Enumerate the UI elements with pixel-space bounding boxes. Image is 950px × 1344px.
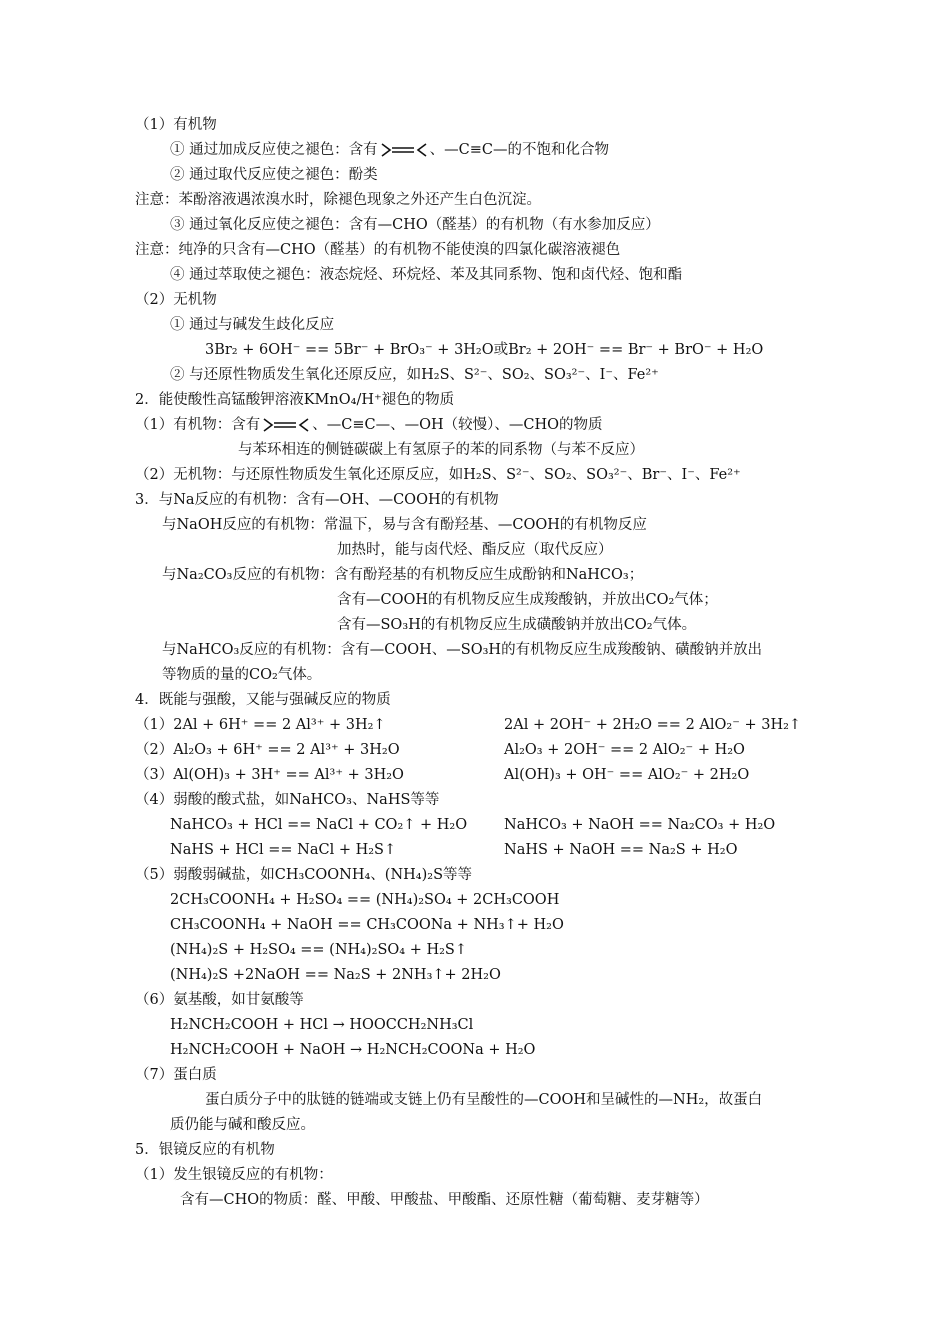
line-text: （3）Al(OH)₃ + 3H⁺ == Al³⁺ + 3H₂O bbox=[135, 767, 404, 783]
line-text: 与Na₂CO₃反应的有机物：含有酚羟基的有机物反应生成酚钠和NaHCO₃； bbox=[162, 567, 644, 583]
line-text: NaHCO₃ + HCl == NaCl + CO₂↑ + H₂O bbox=[170, 817, 468, 833]
text-line bbox=[135, 288, 217, 313]
line-text: H₂NCH₂COOH + NaOH → H₂NCH₂COONa + H₂O bbox=[170, 1042, 536, 1058]
line-text: NaHCO₃ + NaOH == Na₂CO₃ + H₂O bbox=[504, 817, 776, 833]
line-text: 等物质的量的CO₂气体。 bbox=[162, 667, 322, 683]
text-line bbox=[170, 163, 378, 188]
text-line bbox=[135, 388, 454, 413]
line-text: 2．能使酸性高锰酸钾溶液KMnO₄/H⁺褪色的物质 bbox=[135, 392, 455, 408]
line-text: 与苯环相连的侧链碳碳上有氢原子的苯的同系物（与苯不反应） bbox=[238, 442, 644, 458]
line-text: H₂NCH₂COOH + HCl → HOOCCH₂NH₃Cl bbox=[170, 1017, 474, 1033]
line-text: （1）有机物：含有 bbox=[135, 417, 261, 433]
text-line bbox=[135, 713, 386, 738]
line-text-continued: 、—C≡C—的不饱和化合物 bbox=[429, 142, 609, 158]
line-text: 加热时，能与卤代烃、酯反应（取代反应） bbox=[337, 542, 613, 558]
line-text: （4）弱酸的酸式盐，如NaHCO₃、NaHS等等 bbox=[135, 792, 440, 808]
line-text: 含有—SO₃H的有机物反应生成磺酸钠并放出CO₂气体。 bbox=[337, 617, 697, 633]
line-text: Al(OH)₃ + OH⁻ == AlO₂⁻ + 2H₂O bbox=[504, 767, 750, 783]
text-line bbox=[135, 488, 499, 513]
text-line bbox=[170, 313, 334, 338]
carbon-double-bond-icon bbox=[380, 141, 428, 159]
text-line bbox=[135, 1063, 217, 1088]
text-line bbox=[135, 463, 741, 488]
text-line bbox=[170, 1038, 535, 1063]
text-line bbox=[135, 688, 391, 713]
line-text: 2CH₃COONH₄ + H₂SO₄ == (NH₄)₂SO₄ + 2CH₃COOH bbox=[170, 892, 560, 908]
text-line bbox=[162, 663, 321, 688]
line-text: NaHS + HCl == NaCl + H₂S↑ bbox=[170, 842, 397, 858]
line-text: ④ 通过萃取使之褪色：液态烷烃、环烷烃、苯及其同系物、饱和卤代烃、饱和酯 bbox=[170, 267, 683, 283]
line-text: （5）弱酸弱碱盐，如CH₃COONH₄、(NH₄)₂S等等 bbox=[135, 867, 472, 883]
line-text: ② 通过取代反应使之褪色：酚类 bbox=[170, 167, 378, 183]
text-line bbox=[170, 963, 501, 988]
text-line bbox=[170, 138, 609, 163]
line-text: Al₂O₃ + 2OH⁻ == 2 AlO₂⁻ + H₂O bbox=[504, 742, 745, 758]
line-text: 3．与Na反应的有机物：含有—OH、—COOH的有机物 bbox=[135, 492, 499, 508]
text-line bbox=[170, 938, 467, 963]
text-line bbox=[170, 1013, 473, 1038]
text-line bbox=[135, 1163, 333, 1188]
text-line bbox=[504, 838, 737, 863]
line-text: （2）无机物：与还原性物质发生氧化还原反应，如H₂S、S²⁻、SO₂、SO₃²⁻、Br⁻、I⁻、Fe²⁺ bbox=[135, 467, 741, 483]
text-line bbox=[170, 1113, 315, 1138]
text-line bbox=[170, 913, 564, 938]
line-text: （6）氨基酸，如甘氨酸等 bbox=[135, 992, 304, 1008]
text-line bbox=[170, 838, 396, 863]
line-text: 与NaHCO₃反应的有机物：含有—COOH、—SO₃H的有机物反应生成羧酸钠、磺酸钠并放出 bbox=[162, 642, 763, 658]
text-line bbox=[337, 588, 718, 613]
text-line bbox=[170, 363, 659, 388]
line-text: ① 通过与碱发生歧化反应 bbox=[170, 317, 335, 333]
text-line bbox=[337, 538, 613, 563]
line-text: （1）2Al + 6H⁺ == 2 Al³⁺ + 3H₂↑ bbox=[135, 717, 386, 733]
line-text: 3Br₂ + 6OH⁻ == 5Br⁻ + BrO₃⁻ + 3H₂O或Br₂ + 2OH⁻ == Br⁻ + BrO⁻ + H₂O bbox=[205, 342, 764, 358]
line-text: （1）有机物 bbox=[135, 117, 217, 133]
text-line bbox=[238, 438, 644, 463]
line-text: （2）Al₂O₃ + 6H⁺ == 2 Al³⁺ + 3H₂O bbox=[135, 742, 400, 758]
text-line bbox=[180, 1188, 709, 1213]
line-text-continued: 、—C≡C—、—OH（较慢）、—CHO的物质 bbox=[312, 417, 603, 433]
line-text: (NH₄)₂S + H₂SO₄ == (NH₄)₂SO₄ + H₂S↑ bbox=[170, 942, 467, 958]
line-text: （1）发生银镜反应的有机物： bbox=[135, 1167, 333, 1183]
line-text: （2）无机物 bbox=[135, 292, 217, 308]
text-line bbox=[162, 513, 647, 538]
text-line bbox=[205, 1088, 762, 1113]
text-line bbox=[135, 788, 439, 813]
line-text: ② 与还原性物质发生氧化还原反应，如H₂S、S²⁻、SO₂、SO₃²⁻、I⁻、Fe²⁺ bbox=[170, 367, 659, 383]
text-line bbox=[504, 738, 745, 763]
text-line bbox=[135, 763, 404, 788]
line-text: 含有—COOH的有机物反应生成羧酸钠，并放出CO₂气体； bbox=[337, 592, 718, 608]
line-text: 质仍能与碱和酸反应。 bbox=[170, 1117, 315, 1133]
text-line bbox=[162, 563, 643, 588]
text-line bbox=[504, 713, 801, 738]
line-text: CH₃COONH₄ + NaOH == CH₃COONa + NH₃↑+ H₂O bbox=[170, 917, 564, 933]
line-text: 与NaOH反应的有机物：常温下，易与含有酚羟基、—COOH的有机物反应 bbox=[162, 517, 647, 533]
text-line bbox=[504, 763, 749, 788]
text-line bbox=[170, 888, 559, 913]
text-line bbox=[337, 613, 696, 638]
line-text: (NH₄)₂S +2NaOH == Na₂S + 2NH₃↑+ 2H₂O bbox=[170, 967, 501, 983]
line-text: 蛋白质分子中的肽链的链端或支链上仍有呈酸性的—COOH和呈碱性的—NH₂，故蛋白 bbox=[205, 1092, 763, 1108]
line-text: 含有—CHO的物质：醛、甲酸、甲酸盐、甲酸酯、还原性糖（葡萄糖、麦芽糖等） bbox=[180, 1192, 709, 1208]
text-line bbox=[504, 813, 775, 838]
text-line bbox=[135, 413, 602, 438]
line-text: NaHS + NaOH == Na₂S + H₂O bbox=[504, 842, 738, 858]
text-line bbox=[162, 638, 762, 663]
text-line bbox=[170, 813, 467, 838]
text-line bbox=[135, 988, 304, 1013]
text-line bbox=[135, 863, 472, 888]
text-line bbox=[135, 188, 541, 213]
line-text: ③ 通过氧化反应使之褪色：含有—CHO（醛基）的有机物（有水参加反应） bbox=[170, 217, 660, 233]
carbon-double-bond-icon bbox=[262, 416, 310, 434]
line-text: 5．银镜反应的有机物 bbox=[135, 1142, 275, 1158]
text-line bbox=[135, 113, 217, 138]
text-line bbox=[170, 213, 660, 238]
line-text: ① 通过加成反应使之褪色：含有 bbox=[170, 142, 378, 158]
line-text: 4．既能与强酸，又能与强碱反应的物质 bbox=[135, 692, 391, 708]
text-line bbox=[135, 238, 620, 263]
line-text: 注意：苯酚溶液遇浓溴水时，除褪色现象之外还产生白色沉淀。 bbox=[135, 192, 541, 208]
line-text: 注意：纯净的只含有—CHO（醛基）的有机物不能使溴的四氯化碳溶液褪色 bbox=[135, 242, 621, 258]
text-line bbox=[170, 263, 682, 288]
line-text: （7）蛋白质 bbox=[135, 1067, 217, 1083]
text-line bbox=[135, 1138, 275, 1163]
text-line bbox=[135, 738, 400, 763]
text-line bbox=[205, 338, 763, 363]
line-text: 2Al + 2OH⁻ + 2H₂O == 2 AlO₂⁻ + 3H₂↑ bbox=[504, 717, 802, 733]
